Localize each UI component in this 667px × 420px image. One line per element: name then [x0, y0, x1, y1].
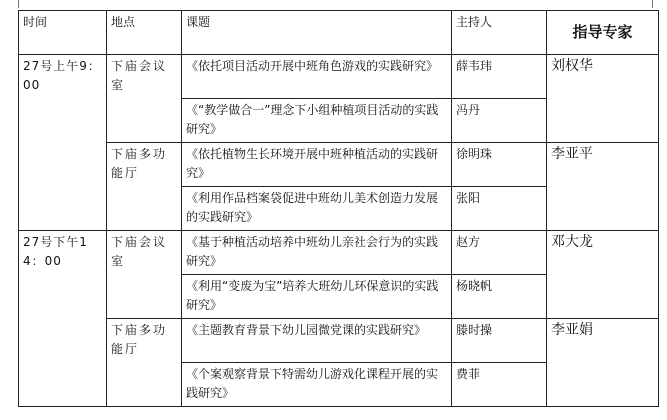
session-place: 下庙多功能厅	[107, 319, 182, 407]
table-row	[19, 143, 659, 187]
topic-cell: 《主题教育背景下幼儿园微党课的实践研究》	[182, 319, 452, 363]
session-time: 27号上午9：00	[19, 55, 107, 231]
table-row	[19, 55, 659, 99]
session-place: 下庙会议室	[107, 231, 182, 319]
topic-cell: 《依托植物生长环境开展中班种植活动的实践研究》	[182, 143, 452, 187]
page-corner-mark	[652, 0, 653, 8]
topic-cell: 《利用“变废为宝”培养大班幼儿环保意识的实践研究》	[182, 275, 452, 319]
header-expert: 指导专家	[547, 11, 659, 55]
topic-cell: 《个案观察背景下特需幼儿游戏化课程开展的实践研究》	[182, 363, 452, 407]
header-time: 时间	[19, 11, 107, 55]
session-place: 下庙会议室	[107, 55, 182, 143]
host-cell: 薛韦玮	[452, 55, 547, 99]
session-place: 下庙多功能厅	[107, 143, 182, 231]
host-cell: 冯丹	[452, 99, 547, 143]
header-topic: 课题	[182, 11, 452, 55]
session-time: 27号下午14：00	[19, 231, 107, 407]
topic-cell: 《利用作品档案袋促进中班幼儿美术创造力发展的实践研究》	[182, 187, 452, 231]
page-corner-mark	[18, 0, 19, 8]
host-cell: 赵方	[452, 231, 547, 275]
table-row	[19, 231, 659, 275]
table-row	[19, 319, 659, 363]
topic-cell: 《依托项目活动开展中班角色游戏的实践研究》	[182, 55, 452, 99]
expert-cell: 刘权华	[547, 55, 659, 143]
schedule-table	[18, 10, 659, 407]
host-cell: 张阳	[452, 187, 547, 231]
header-place: 地点	[107, 11, 182, 55]
host-cell: 费菲	[452, 363, 547, 407]
header-host: 主持人	[452, 11, 547, 55]
topic-cell: 《“教学做合一”理念下小组种植项目活动的实践研究》	[182, 99, 452, 143]
host-cell: 杨晓帆	[452, 275, 547, 319]
host-cell: 徐明珠	[452, 143, 547, 187]
host-cell: 滕时操	[452, 319, 547, 363]
expert-cell: 邓大龙	[547, 231, 659, 319]
expert-cell: 李亚娟	[547, 319, 659, 407]
expert-cell: 李亚平	[547, 143, 659, 231]
topic-cell: 《基于种植活动培养中班幼儿亲社会行为的实践研究》	[182, 231, 452, 275]
